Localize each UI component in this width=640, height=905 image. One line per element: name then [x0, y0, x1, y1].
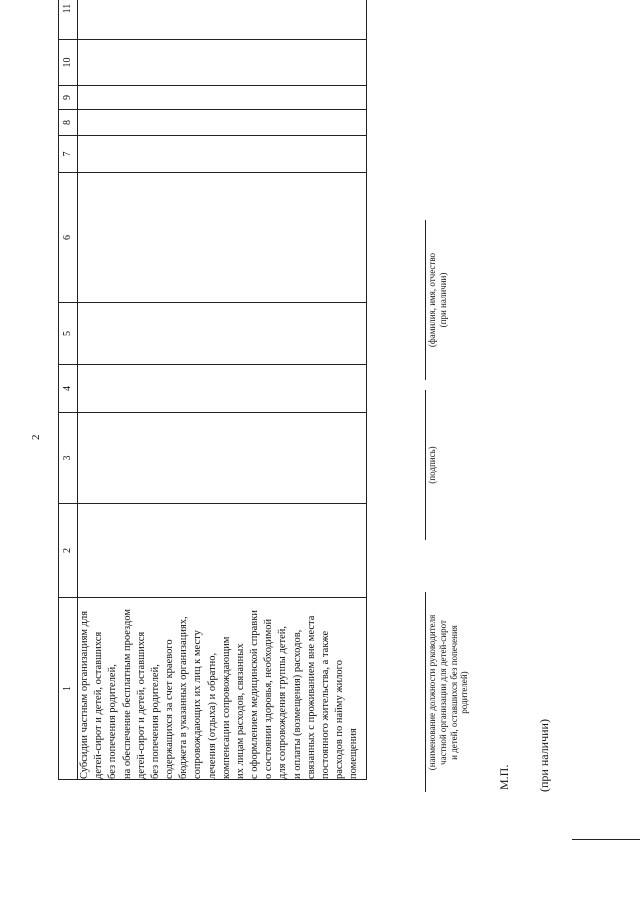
- description-line: компенсации сопровождающим: [220, 636, 232, 779]
- description-line: с оформлением медицинской справки: [249, 610, 261, 779]
- description-line: для сопровождения группы детей,: [277, 626, 289, 779]
- table-row: [78, 0, 367, 780]
- column-number: 2: [59, 504, 78, 598]
- table-cell: [78, 110, 367, 136]
- table-cell: [78, 173, 367, 303]
- table-cell: [78, 0, 367, 40]
- description-line: на обеспечение бесплатным проездом: [121, 608, 133, 779]
- row-description-cell: [78, 598, 367, 780]
- column-number: 11: [59, 0, 78, 40]
- description-line: содержащихся за счет краевого: [164, 639, 176, 779]
- description-line: Субсидии частным организациям для: [79, 610, 90, 779]
- column-number: 9: [59, 86, 78, 110]
- stamp-placeholder: М.П.: [497, 764, 511, 790]
- description-line: связанных с проживанием вне места: [305, 615, 317, 779]
- table-cell: [78, 504, 367, 598]
- stamp-note: (при наличии): [537, 719, 551, 792]
- margin-line: [572, 832, 640, 840]
- position-line: [425, 592, 426, 792]
- description-line: и оплаты (возмещения) расходов,: [291, 629, 303, 779]
- column-number: 1: [59, 598, 78, 780]
- table-cell: [78, 40, 367, 86]
- column-number: 8: [59, 110, 78, 136]
- column-number-row: [59, 0, 78, 780]
- column-number: 6: [59, 173, 78, 303]
- column-number: 4: [59, 365, 78, 413]
- description-line: их лицам расходов, связанных: [234, 643, 246, 779]
- column-number: 10: [59, 40, 78, 86]
- page-number: 2: [30, 434, 42, 440]
- description-line: постоянного жительства, а также: [319, 630, 331, 779]
- description-line: бюджета в указанных организациях,: [178, 616, 190, 779]
- signature-line: [425, 390, 426, 540]
- description-line: без попечения родителей,: [107, 664, 119, 779]
- name-caption: (фамилия, имя, отчество (при наличии): [427, 252, 448, 348]
- signature-caption: (подпись): [427, 446, 437, 484]
- column-number: 7: [59, 136, 78, 173]
- table-cell: [78, 365, 367, 413]
- description-line: сопровождающих их лиц к месту: [192, 630, 204, 779]
- table-cell: [78, 303, 367, 365]
- description-line: без попечения родителей,: [149, 664, 161, 779]
- description-line: детей-сирот и детей, оставшихся: [135, 631, 147, 779]
- column-number: 5: [59, 303, 78, 365]
- table-cell: [78, 413, 367, 504]
- report-table: [58, 0, 367, 780]
- table-cell: [78, 136, 367, 173]
- description-line: расходов по найму жилого: [334, 660, 346, 779]
- description-line: лечения (отдыха) и обратно,: [206, 652, 218, 779]
- table-cell: [78, 86, 367, 110]
- column-number: 3: [59, 413, 78, 504]
- description-line: о состоянии здоровья, необходимой: [263, 618, 275, 779]
- name-line: [425, 220, 426, 380]
- position-caption: (наименование должности руководителя частной организации для детей-сирот и детей, оставшихся без попечения родителей): [427, 614, 470, 771]
- description-line: детей-сирот и детей, оставшихся: [93, 631, 105, 779]
- description-line: помещения: [348, 728, 360, 779]
